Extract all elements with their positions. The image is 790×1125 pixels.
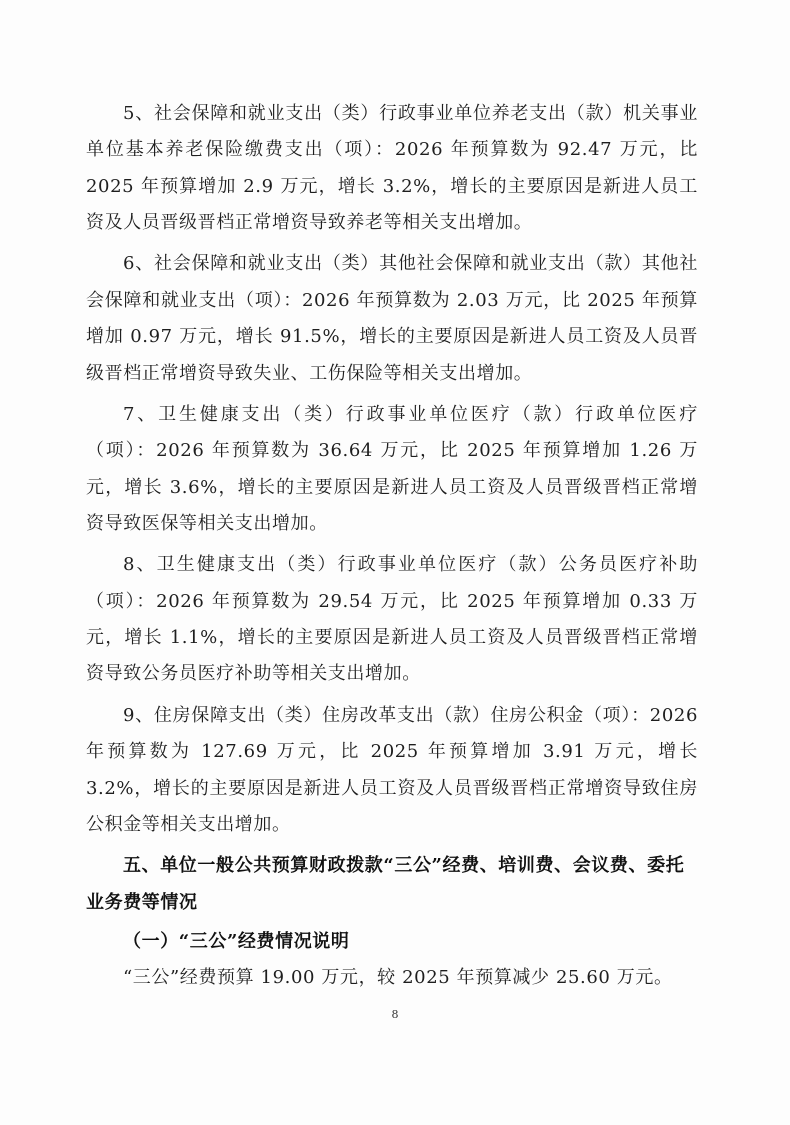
paragraph-item-7: 7、卫生健康支出（类）行政事业单位医疗（款）行政单位医疗（项）：2026 年预算数为 36.64 万元，比 2025 年预算增加 1.26 万元，增长 3.6%，增长的主要原因是新进人员工资及人员晋级晋档正常增资导致医保等相关支出增加。: [86, 403, 698, 535]
paragraph-item-5: 5、社会保障和就业支出（类）行政事业单位养老支出（款）机关事业单位基本养老保险缴费支出（项）：2026 年预算数为 92.47 万元，比 2025 年预算增加 2.9 万元，增长 3.2%，增长的主要原因是新进人员工资及人员晋级晋档正常增资导致养老等相关支出增加。: [86, 103, 698, 234]
document-body: [86, 96, 698, 1002]
page-number: 8: [391, 1008, 399, 1021]
subsection-heading: （一）“三公”经费情况说明: [123, 930, 350, 952]
paragraph-item-9: 9、住房保障支出（类）住房改革支出（款）住房公积金（项）：2026 年预算数为 127.69 万元，比 2025 年预算增加 3.91 万元，增长 3.2%，增长的主要原因是新进人员工资及人员晋级晋档正常增资导致住房公积金等相关支出增加。: [86, 704, 698, 835]
section-heading: 五、单位一般公共预算财政拨款“三公”经费、培训费、会议费、委托业务费等情况: [86, 855, 685, 913]
summary-paragraph: “三公”经费预算 19.00 万元，较 2025 年预算减少 25.60 万元。: [123, 967, 673, 989]
paragraph-item-6: 6、社会保障和就业支出（类）其他社会保障和就业支出（款）其他社会保障和就业支出（项）：2026 年预算数为 2.03 万元，比 2025 年预算增加 0.97 万元，增长 91.5%，增长的主要原因是新进人员工资及人员晋级晋档正常增资导致失业、工伤保险等相关支出增加。: [86, 253, 698, 384]
paragraph-item-8: 8、卫生健康支出（类）行政事业单位医疗（款）公务员医疗补助（项）：2026 年预算数为 29.54 万元，比 2025 年预算增加 0.33 万元，增长 1.1%，增长的主要原因是新进人员工资及人员晋级晋档正常增资导致公务员医疗补助等相关支出增加。: [86, 554, 698, 685]
